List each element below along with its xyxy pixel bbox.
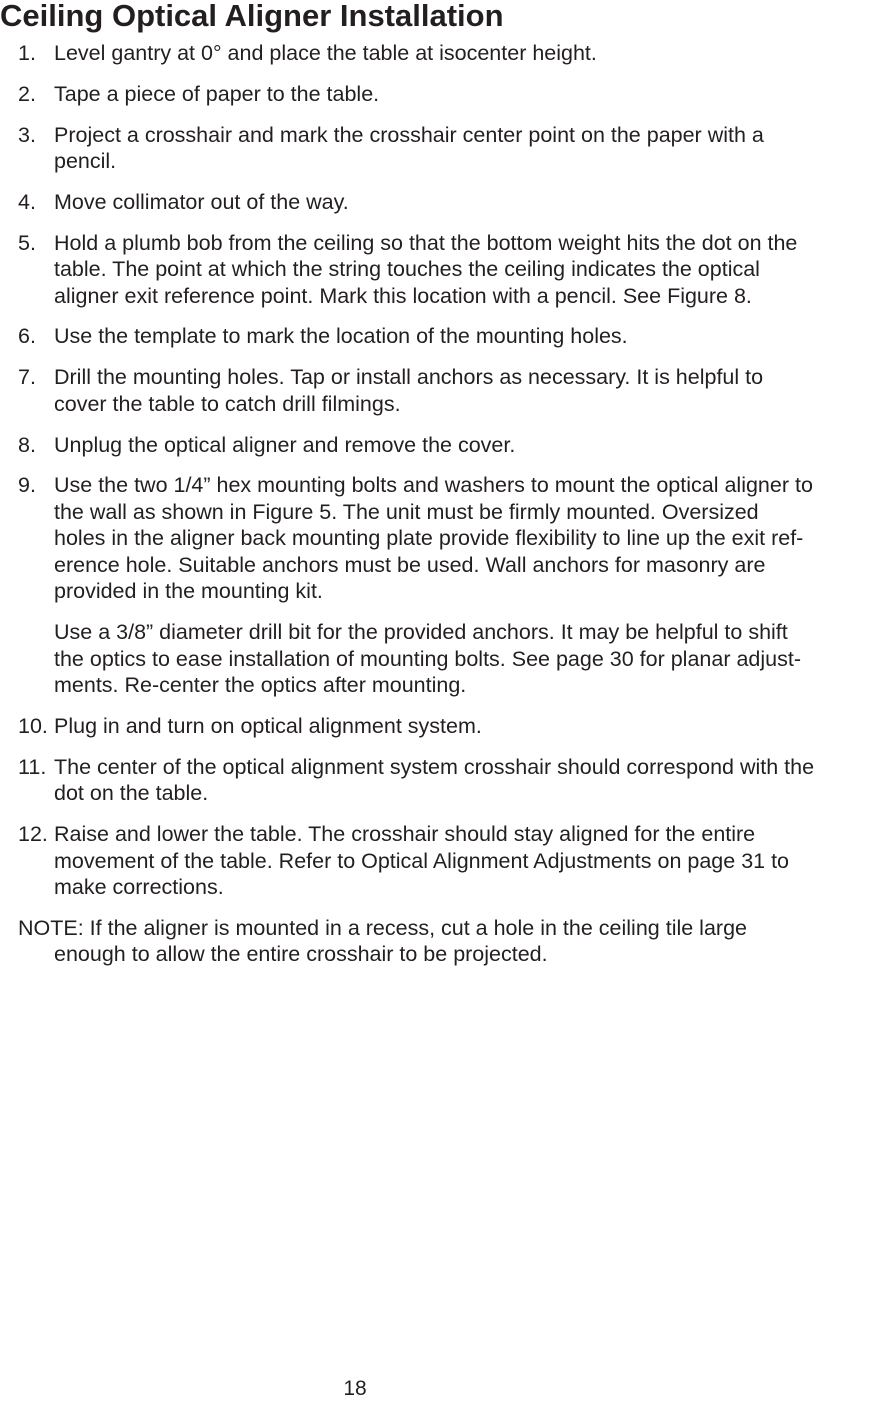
step-line: movement of the table. Refer to Optical Alignment Adjustments on page 31 to	[54, 848, 790, 873]
step-line: Project a crosshair and mark the crosshair center point on the paper with a	[54, 122, 764, 147]
step-line: Tape a piece of paper to the table.	[54, 81, 380, 106]
page-number: 18	[343, 1377, 367, 1400]
step-line: Raise and lower the table. The crosshair should stay aligned for the entire	[54, 822, 756, 847]
page-title: Ceiling Optical Aligner Installation	[0, 0, 504, 33]
step-number: 1.	[18, 41, 36, 65]
step-item	[0, 40, 892, 67]
step-line: Hold a plumb bob from the ceiling so that the bottom weight hits the dot on the	[54, 230, 798, 255]
step-line: The center of the optical alignment system crosshair should correspond with the	[54, 754, 815, 779]
step-number: 5.	[18, 230, 36, 255]
step-text	[54, 122, 892, 175]
step-line: aligner exit reference point. Mark this location with a pencil. See Figure 8.	[54, 283, 752, 308]
step-number: 2.	[18, 81, 36, 106]
step-line: cover the table to catch drill filmings.	[54, 391, 401, 416]
step-text	[54, 432, 892, 459]
step-line: Use the template to mark the location of the mounting holes.	[54, 324, 628, 349]
step-number: 6.	[18, 324, 36, 349]
step-number: 8.	[18, 432, 36, 457]
step-line: erence hole. Suitable anchors must be used. Wall anchors for masonry are	[54, 552, 766, 577]
step-text	[54, 230, 892, 310]
installation-steps	[0, 40, 892, 968]
step-line: table. The point at which the string touches the ceiling indicates the optical	[54, 257, 760, 282]
step-line: Unplug the optical aligner and remove the cover.	[54, 432, 516, 457]
step-item	[0, 122, 892, 175]
step-line: Use a 3/8” diameter drill bit for the provided anchors. It may be helpful to shift	[54, 620, 788, 645]
step-line: provided in the mounting kit.	[54, 579, 323, 604]
step-number: 3.	[18, 122, 36, 147]
step-item	[0, 189, 892, 216]
step-item	[0, 472, 892, 698]
step-line: Plug in and turn on optical alignment system.	[54, 713, 482, 738]
step-text	[54, 754, 892, 807]
step-item	[0, 81, 892, 108]
step-text	[54, 323, 892, 350]
step-subparagraph	[54, 619, 892, 699]
step-line: pencil.	[54, 149, 117, 174]
step-item	[0, 364, 892, 417]
step-line: the optics to ease installation of mounting bolts. See page 30 for planar adjust-	[54, 646, 801, 671]
step-text	[54, 81, 892, 108]
step-item	[0, 713, 892, 740]
step-text	[54, 40, 892, 67]
step-item	[0, 821, 892, 901]
step-item	[0, 754, 892, 807]
note-paragraph	[0, 915, 892, 968]
step-number: 4.	[18, 189, 36, 214]
step-line: dot on the table.	[54, 781, 209, 806]
step-item	[0, 323, 892, 350]
step-number: 9.	[18, 473, 36, 498]
step-line: Move collimator out of the way.	[54, 189, 349, 214]
step-text	[54, 713, 892, 740]
step-line: the wall as shown in Figure 5. The unit must be firmly mounted. Oversized	[54, 499, 759, 524]
step-item	[0, 432, 892, 459]
step-number: 11.	[18, 754, 47, 779]
step-line: holes in the aligner back mounting plate provide flexibility to line up the exit ref-	[54, 526, 804, 551]
step-line: Use the two 1/4” hex mounting bolts and washers to mount the optical aligner to	[54, 473, 813, 498]
step-number: 10.	[18, 713, 48, 738]
step-item	[0, 230, 892, 310]
step-text	[54, 472, 892, 605]
step-text	[54, 189, 892, 216]
note-line: NOTE: If the aligner is mounted in a recess, cut a hole in the ceiling tile large	[18, 915, 747, 940]
step-line: Level gantry at 0° and place the table at isocenter height.	[54, 41, 597, 65]
step-line: ments. Re-center the optics after mounting.	[54, 673, 467, 698]
step-text	[54, 821, 892, 901]
step-number: 12.	[18, 822, 48, 847]
step-text	[54, 364, 892, 417]
step-number: 7.	[18, 365, 36, 390]
step-line: make corrections.	[54, 875, 224, 900]
step-line: Drill the mounting holes. Tap or install anchors as necessary. It is helpful to	[54, 365, 764, 390]
note-line: enough to allow the entire crosshair to be projected.	[54, 942, 548, 967]
